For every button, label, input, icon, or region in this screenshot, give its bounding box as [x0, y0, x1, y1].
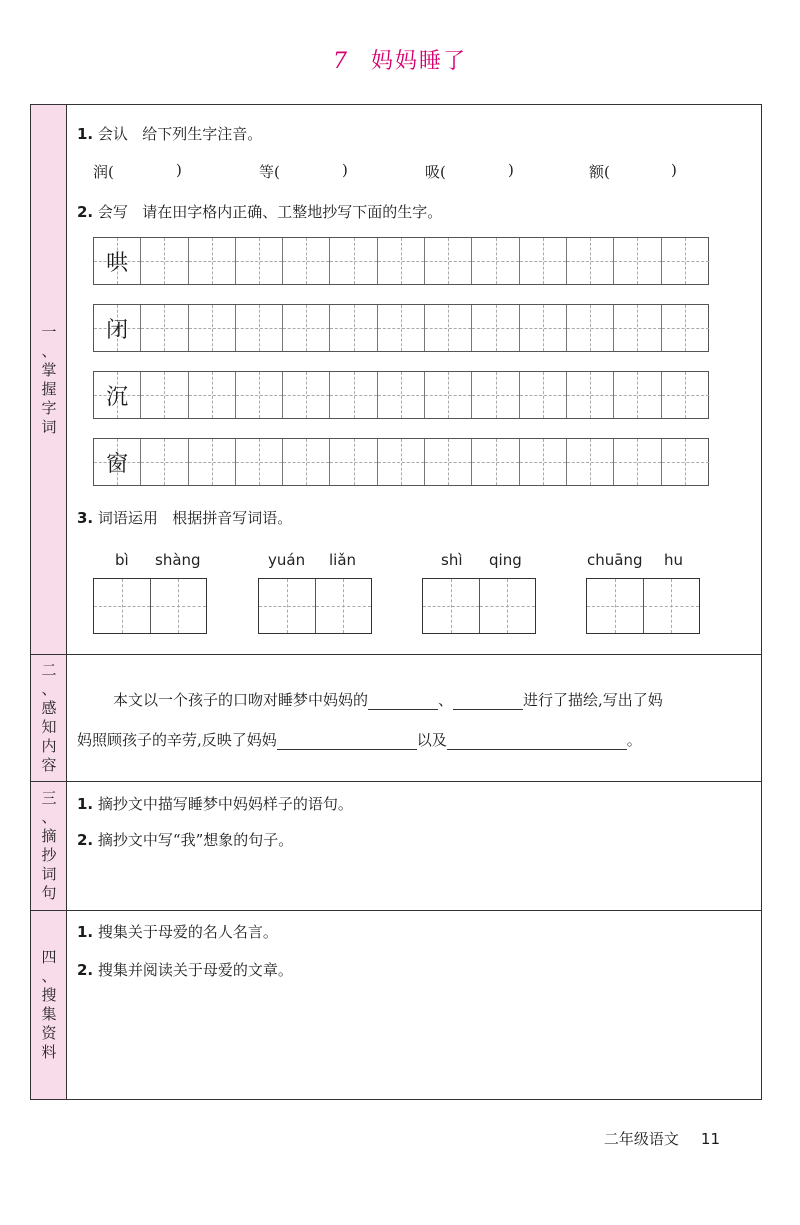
answer-blank[interactable] [447, 733, 627, 750]
question-3-heading: 3. 词语运用 根据拼音写词语。 [77, 509, 293, 527]
pinyin-syllable: liǎn [329, 551, 357, 569]
pinyin-syllable: shàng [155, 551, 201, 569]
pinyin-syllable: qing [489, 551, 522, 569]
word-answer-box[interactable] [422, 578, 536, 634]
pinyin-syllable: bì [115, 551, 129, 569]
content-summary-line-2: 妈照顾孩子的辛劳,反映了妈妈 以及 。 [77, 731, 642, 749]
excerpt-question-1: 1. 摘抄文中描写睡梦中妈妈样子的语句。 [77, 795, 353, 813]
section-label-1: 一 、 掌 握 字 词 [41, 322, 57, 436]
content-summary-line-1: 本文以一个孩子的口吻对睡梦中妈妈的 、 进行了描绘,写出了妈 [113, 691, 663, 709]
worksheet-frame [30, 104, 762, 1100]
lesson-number: 7 [332, 49, 349, 74]
pinyin-syllable: hu [664, 551, 684, 569]
recognize-item: 等( [259, 163, 280, 181]
close-paren: ) [342, 161, 348, 179]
section-divider [31, 654, 761, 655]
recognize-item: 吸( [425, 163, 446, 181]
lesson-title: 妈妈睡了 [370, 49, 467, 74]
page-footer [604, 1128, 720, 1149]
pinyin-syllable: shì [441, 551, 463, 569]
model-character: 窗 [106, 451, 129, 477]
writing-grid-row[interactable] [93, 438, 709, 486]
writing-grid-row[interactable] [93, 237, 709, 285]
excerpt-question-2: 2. 摘抄文中写“我”想象的句子。 [77, 831, 294, 849]
pinyin-syllable: yuán [268, 551, 306, 569]
writing-grid-row[interactable] [93, 371, 709, 419]
answer-blank[interactable] [368, 693, 438, 710]
pinyin-syllable: chuāng [587, 551, 643, 569]
section-label-4: 四 、 搜 集 资 料 [41, 948, 57, 1061]
section-label-3: 三 、 摘 抄 词 句 [41, 788, 57, 902]
close-paren: ) [671, 161, 677, 179]
close-paren: ) [176, 161, 182, 179]
collect-question-2: 2. 搜集并阅读关于母爱的文章。 [77, 961, 293, 979]
answer-blank[interactable] [453, 693, 523, 710]
writing-grid-row[interactable] [93, 304, 709, 352]
recognize-item: 润( [93, 163, 114, 181]
model-character: 哄 [106, 250, 129, 276]
page-title [0, 44, 800, 75]
answer-blank[interactable] [277, 733, 417, 750]
word-answer-box[interactable] [258, 578, 372, 634]
collect-question-1: 1. 搜集关于母爱的名人名言。 [77, 923, 278, 941]
section-divider [31, 910, 761, 911]
model-character: 沉 [106, 384, 129, 410]
question-1-heading: 1. 会认 给下列生字注音。 [77, 125, 263, 143]
footer-label: 二年级语文 [603, 1130, 679, 1148]
section-label-2: 二 、 感 知 内 容 [41, 660, 57, 774]
section-divider [31, 781, 761, 782]
word-answer-box[interactable] [93, 578, 207, 634]
question-2-heading: 2. 会写 请在田字格内正确、工整地抄写下面的生字。 [77, 203, 443, 221]
close-paren: ) [508, 161, 514, 179]
model-character: 闭 [106, 317, 129, 343]
page-number: 11 [700, 1130, 720, 1148]
word-answer-box[interactable] [586, 578, 700, 634]
recognize-item: 额( [589, 163, 610, 181]
